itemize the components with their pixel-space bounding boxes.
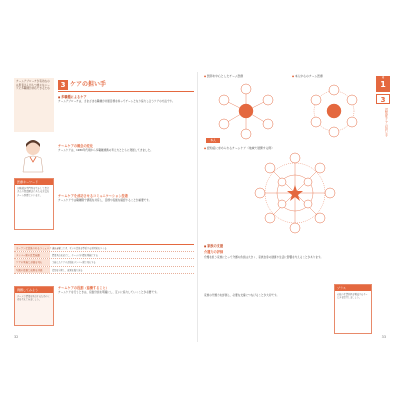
subheading-1: ■ 多職種によるケア: [58, 95, 87, 100]
table-row-body: 情報共有を密にし、チームの目標を明確にする: [52, 254, 98, 258]
chapter-section-number: 3: [376, 94, 390, 104]
table-row: [14, 267, 194, 274]
table-row: [14, 259, 194, 266]
left-page: [10, 72, 198, 342]
exercise-box: [14, 286, 54, 326]
center-label-badge: 本人: [206, 138, 220, 143]
section-number: 3: [58, 80, 68, 90]
person-centered-diagram: [294, 80, 374, 142]
vertical-chapter-title: 認知症ケアの担い手: [384, 108, 388, 137]
exercise-body: チームで情報を共有するための工夫を考えてみましょう。: [17, 295, 50, 302]
communication-table: [14, 244, 194, 280]
page-number: 33: [381, 335, 386, 339]
table-row: [14, 245, 194, 252]
plus-title: プラス: [335, 285, 371, 291]
paragraph-4: チームケアを行うときは、役割分担を明確にし、互いに協力していくことが必要です。: [58, 291, 159, 294]
family-support-heading: ■ 家族の支援: [204, 244, 223, 249]
table-row-head: 互換の役割と成果を評価: [14, 267, 50, 273]
tips-body: 多職種が専門性を生かして患者さんの問題解決にあたる方法をチーム医療といいます。: [17, 187, 50, 197]
chapter-tab: [376, 76, 390, 92]
section-divider: [58, 91, 194, 92]
section-heading: [58, 80, 192, 90]
paragraph-1: チームアプローチは、さまざまな職種が共通目標を持ってチームとなり協力し合うケアの方法です。: [58, 100, 175, 103]
family-paragraph: 介護を担う家族にとって介護の負担は大きく、家族自身の健康や生活に影響を与えることがあります。: [204, 256, 324, 259]
table-row-body: 役割を分担し、成果を振り返る: [52, 268, 83, 272]
chapter-label: 第: [381, 76, 385, 79]
paragraph-2: チームケアは、1980年代頃から多職種連携の考え方とともに発展してきました。: [58, 149, 153, 152]
table-row-body: 実施したケアの評価をメンバー間で共有する: [52, 261, 96, 265]
plus-box: [334, 284, 372, 334]
right-page: [200, 72, 390, 342]
sidebar-note: チームアプローチが有効なのは患者さんがもつ様々なニーズに多職種が対応できるため: [14, 78, 54, 132]
table-row-body: 誰もが発言でき、互いの意見を尊重する雰囲気をつくる: [52, 247, 107, 250]
diagram-2-title: ● 本人中心のチーム医療: [292, 74, 323, 79]
section-title: ケアの担い手: [70, 81, 107, 88]
bullet-heading-3: チームケアの役割（協働すること）: [58, 286, 109, 290]
community-care-diagram: [220, 152, 370, 234]
table-row-head: ケアの実施と評価を共有: [14, 259, 50, 265]
tips-box: [14, 178, 54, 230]
plus-body: 家族の介護負担を軽減するサービスを紹介しましょう。: [337, 293, 368, 300]
family-bullet-heading: 介護力の評価: [204, 250, 224, 254]
table-row-head: メンバー間の意思疎通: [14, 252, 50, 258]
table-row-head: オープンな意見のあるコミュニケーション: [16, 247, 62, 250]
page-number: 32: [14, 335, 19, 339]
paragraph-3: チームケアでは職種間で情報を共有し、目標や役割を確認することが重要です。: [58, 199, 152, 202]
bullet-heading-1: チームケアの概念の変化: [58, 144, 94, 148]
diagram-3-title: ● 認知症に求められるチームケア（地域で展開する例）: [204, 146, 274, 151]
tips-title: 医療キーワード: [15, 179, 53, 185]
chapter-number: 1: [380, 80, 386, 89]
bullet-heading-2: チームケアを成功させるコミュニケーション技術: [58, 194, 128, 198]
diagram-1-title: ● 医師を中心としたチーム医療: [204, 74, 243, 79]
table-row: [14, 252, 194, 259]
nurse-avatar-icon: [18, 138, 48, 172]
family-paragraph-2: 家族の介護力を評価し、必要な支援につなげることが大切です。: [204, 294, 279, 297]
exercise-title: 例題してみよう: [15, 287, 53, 293]
doctor-centered-diagram: [206, 80, 286, 142]
